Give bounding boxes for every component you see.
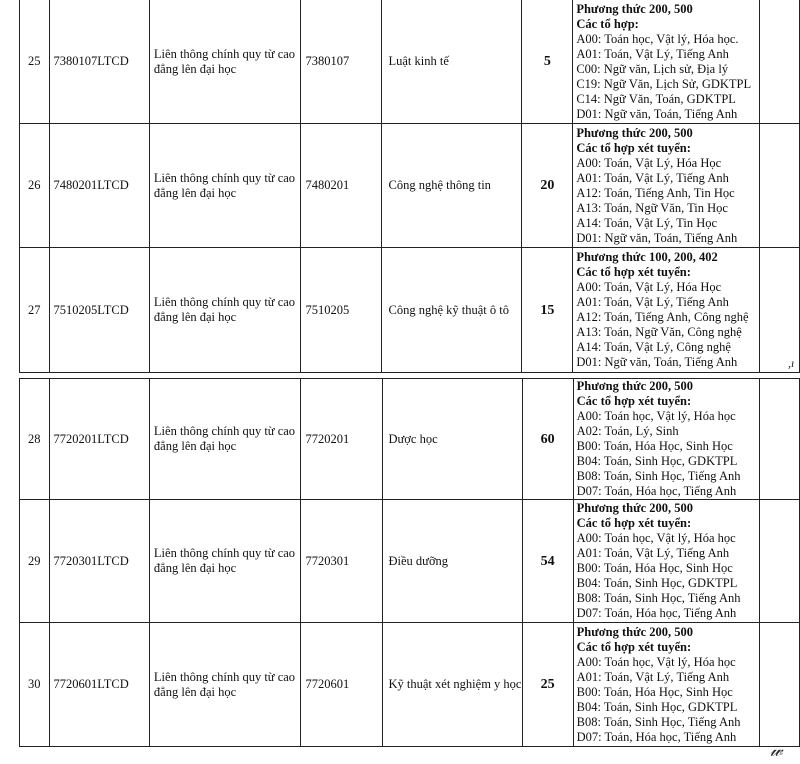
- notes-cell: [760, 379, 800, 500]
- table-row: [20, 500, 800, 623]
- program-code: 7480201LTCD: [49, 124, 149, 248]
- admission-combos: [573, 500, 759, 623]
- subject-combo: A01: Toán, Vật Lý, Tiếng Anh: [576, 170, 729, 185]
- subject-combo: A02: Toán, Lý, Sinh: [576, 424, 679, 438]
- subject-combo: A13: Toán, Ngữ Văn, Công nghệ: [576, 325, 742, 339]
- major-name: Luật kinh tế: [382, 0, 522, 124]
- admission-method: Phương thức 100, 200, 402: [576, 250, 718, 264]
- admission-method: Phương thức 200, 500: [576, 501, 694, 515]
- admission-combos: [573, 0, 760, 124]
- row-number: 25: [20, 0, 50, 124]
- training-form: Liên thông chính quy từ cao đẳng lên đại học: [149, 379, 301, 500]
- training-form: Liên thông chính quy từ cao đẳng lên đại học: [149, 248, 301, 373]
- notes-cell: [760, 623, 800, 747]
- subject-combo: C00: Ngữ văn, Lịch sử, Địa lý: [576, 61, 729, 76]
- major-name: Công nghệ thông tin: [382, 124, 522, 248]
- major-name: Công nghệ kỹ thuật ô tô: [382, 248, 522, 373]
- subject-combo: B00: Toán, Hóa Học, Sinh Học: [576, 439, 733, 453]
- subject-combo: A12: Toán, Tiếng Anh, Tin Học: [576, 185, 735, 200]
- combo-title: Các tổ hợp xét tuyển:: [576, 394, 692, 408]
- notes-cell: [760, 0, 800, 124]
- subject-combo: A00: Toán học, Vật lý, Hóa học.: [576, 31, 739, 46]
- major-code: 7720201: [301, 379, 382, 500]
- row-number: 27: [20, 248, 50, 373]
- subject-combo: C14: Ngữ Văn, Toán, GDKTPL: [576, 91, 736, 106]
- admission-method: Phương thức 200, 500: [576, 379, 694, 393]
- subject-combo: B04: Toán, Sinh Học, GDKTPL: [576, 576, 738, 590]
- subject-combo: A01: Toán, Vật Lý, Tiếng Anh: [576, 295, 729, 309]
- row-number: 29: [20, 500, 50, 623]
- combo-title: Các tổ hợp:: [576, 16, 639, 31]
- quota: 20: [522, 124, 573, 248]
- admission-table-top: [19, 0, 800, 373]
- major-code: 7510205: [301, 248, 382, 373]
- training-form: Liên thông chính quy từ cao đẳng lên đại học: [149, 623, 301, 747]
- combo-title: Các tổ hợp xét tuyển:: [576, 140, 691, 155]
- row-number: 26: [20, 124, 50, 248]
- combo-title: Các tổ hợp xét tuyển:: [576, 639, 692, 654]
- admission-method: Phương thức 200, 500: [576, 125, 693, 140]
- subject-combo: D01: Ngữ văn, Toán, Tiếng Anh: [576, 106, 738, 121]
- subject-combo: A01: Toán, Vật Lý, Tiếng Anh: [576, 46, 729, 61]
- subject-combo: A01: Toán, Vật Lý, Tiếng Anh: [576, 546, 730, 560]
- major-code: 7720301: [301, 500, 382, 623]
- combo-title: Các tổ hợp xét tuyển:: [576, 265, 691, 279]
- admission-method: Phương thức 200, 500: [576, 1, 693, 16]
- combo-title: Các tổ hợp xét tuyển:: [576, 516, 692, 530]
- subject-combo: D07: Toán, Hóa học, Tiếng Anh: [576, 606, 737, 620]
- subject-combo: A14: Toán, Vật Lý, Tin Học: [576, 215, 718, 230]
- subject-combo: D07: Toán, Hóa học, Tiếng Anh: [576, 729, 737, 744]
- program-code: 7380107LTCD: [49, 0, 149, 124]
- subject-combo: B00: Toán, Hóa Học, Sinh Học: [576, 684, 733, 699]
- quota: 54: [522, 500, 573, 623]
- margin-mark: ,ı: [788, 356, 795, 370]
- subject-combo: A00: Toán học, Vật lý, Hóa học: [576, 531, 736, 545]
- table-row: [20, 379, 800, 500]
- subject-combo: A00: Toán, Vật Lý, Hóa Học: [576, 155, 722, 170]
- initial-mark: 𝓌: [770, 740, 783, 760]
- subject-combo: B04: Toán, Sinh Học, GDKTPL: [576, 699, 738, 714]
- row-number: 30: [20, 623, 50, 747]
- training-form: Liên thông chính quy từ cao đẳng lên đại học: [149, 0, 301, 124]
- table-row: [20, 124, 800, 248]
- subject-combo: A12: Toán, Tiếng Anh, Công nghệ: [576, 310, 749, 324]
- training-form: Liên thông chính quy từ cao đẳng lên đại học: [149, 124, 301, 248]
- major-name: Dược học: [382, 379, 522, 500]
- subject-combo: D01: Ngữ văn, Toán, Tiếng Anh: [576, 355, 738, 369]
- table-row: [20, 623, 800, 747]
- admission-combos: [573, 623, 759, 747]
- subject-combo: A14: Toán, Vật Lý, Công nghệ: [576, 340, 731, 354]
- admission-method: Phương thức 200, 500: [576, 624, 694, 639]
- quota: 60: [522, 379, 573, 500]
- program-code: 7720201LTCD: [49, 379, 149, 500]
- admission-combos: [573, 124, 760, 248]
- table-row: [20, 248, 800, 373]
- major-code: 7720601: [301, 623, 382, 747]
- quota: 25: [522, 623, 573, 747]
- major-code: 7480201: [301, 124, 382, 248]
- subject-combo: A01: Toán, Vật Lý, Tiếng Anh: [576, 669, 730, 684]
- subject-combo: B08: Toán, Sinh Học, Tiếng Anh: [576, 469, 741, 483]
- major-name: Điều dưỡng: [382, 500, 522, 623]
- subject-combo: A13: Toán, Ngữ Văn, Tin Học: [576, 200, 728, 215]
- major-name: Kỹ thuật xét nghiệm y học: [382, 623, 522, 747]
- quota: 5: [522, 0, 573, 124]
- subject-combo: C19: Ngữ Văn, Lịch Sử, GDKTPL: [576, 76, 752, 91]
- subject-combo: A00: Toán học, Vật lý, Hóa học: [576, 654, 736, 669]
- quota: 15: [522, 248, 573, 373]
- program-code: 7510205LTCD: [49, 248, 149, 373]
- subject-combo: D07: Toán, Hóa học, Tiếng Anh: [576, 484, 737, 498]
- admission-combos: [573, 379, 759, 500]
- notes-cell: [760, 248, 800, 373]
- admission-table-bottom: [19, 378, 800, 747]
- subject-combo: A00: Toán, Vật Lý, Hóa Học: [576, 280, 722, 294]
- subject-combo: B08: Toán, Sinh Học, Tiếng Anh: [576, 714, 741, 729]
- row-number: 28: [20, 379, 50, 500]
- subject-combo: B08: Toán, Sinh Học, Tiếng Anh: [576, 591, 741, 605]
- table-row: [20, 0, 800, 124]
- subject-combo: B04: Toán, Sinh Học, GDKTPL: [576, 454, 738, 468]
- admission-combos: [573, 248, 760, 373]
- major-code: 7380107: [301, 0, 382, 124]
- notes-cell: [760, 124, 800, 248]
- subject-combo: D01: Ngữ văn, Toán, Tiếng Anh: [576, 230, 738, 245]
- program-code: 7720601LTCD: [49, 623, 149, 747]
- subject-combo: A00: Toán học, Vật lý, Hóa học: [576, 409, 736, 423]
- program-code: 7720301LTCD: [49, 500, 149, 623]
- subject-combo: B00: Toán, Hóa Học, Sinh Học: [576, 561, 733, 575]
- training-form: Liên thông chính quy từ cao đẳng lên đại học: [149, 500, 301, 623]
- notes-cell: [760, 500, 800, 623]
